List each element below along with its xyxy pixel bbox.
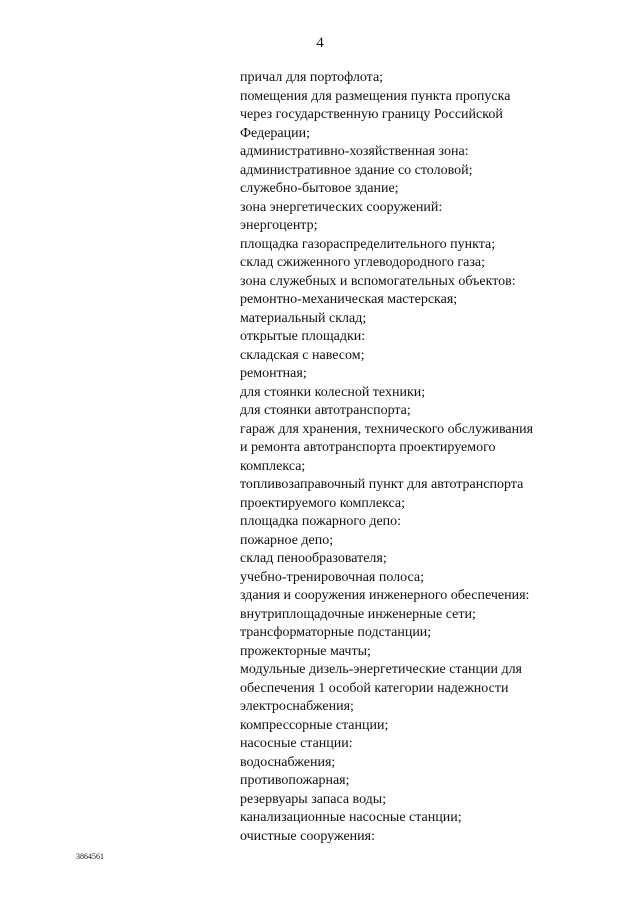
text-line: причал для портофлота; <box>240 70 384 85</box>
text-line: площадка пожарного депо: <box>240 514 402 529</box>
text-line: зона энергетических сооружений: <box>240 199 443 215</box>
text-line: через государственную границу Российской <box>240 107 503 122</box>
text-line: водоснабжения; <box>240 754 336 770</box>
text-line: очистные сооружения: <box>240 828 375 844</box>
text-line: служебно-бытовое здание; <box>240 181 399 196</box>
text-line: пожарное депо; <box>240 532 334 548</box>
text-line: площадка газораспределительного пункта; <box>240 236 496 252</box>
text-line: гараж для хранения, технического обслуживания <box>240 421 534 437</box>
text-line: проектируемого комплекса; <box>240 495 406 511</box>
page-number: 4 <box>316 35 324 51</box>
text-line: топливозаправочный пункт для автотранспорта <box>240 477 524 492</box>
text-line: компрессорные станции; <box>240 717 389 733</box>
text-line: ремонтная; <box>240 366 307 381</box>
text-line: для стоянки автотранспорта; <box>240 403 411 418</box>
text-line: и ремонта автотранспорта проектируемого <box>240 440 496 455</box>
document-id: 3864561 <box>76 852 104 861</box>
text-line: здания и сооружения инженерного обеспечения: <box>240 588 530 603</box>
body-text <box>240 69 570 846</box>
text-line: комплекса; <box>240 458 306 474</box>
text-line: административно-хозяйственная зона: <box>240 144 469 159</box>
text-line: склад пенообразователя; <box>240 551 387 566</box>
text-line: открытые площадки: <box>240 329 366 344</box>
text-line: канализационные насосные станции; <box>240 810 462 825</box>
text-line: энергоцентр; <box>240 218 318 233</box>
text-line: обеспечения 1 особой категории надежности <box>240 680 509 696</box>
text-line: административное здание со столовой; <box>240 162 473 178</box>
text-line: модульные дизель-энергетические станции для <box>240 662 522 677</box>
text-line: электроснабжения; <box>240 699 354 714</box>
text-line: Федерации; <box>240 125 311 141</box>
text-line: резервуары запаса воды; <box>240 791 387 807</box>
text-line: складская с навесом; <box>240 347 365 363</box>
text-line: зона служебных и вспомогательных объектов: <box>240 273 516 289</box>
text-line: материальный склад; <box>240 310 367 326</box>
text-line: противопожарная; <box>240 773 350 788</box>
text-line: помещения для размещения пункта пропуска <box>240 88 511 104</box>
text-line: склад сжиженного углеводородного газа; <box>240 255 485 270</box>
text-line: внутриплощадочные инженерные сети; <box>240 606 476 622</box>
text-line: прожекторные мачты; <box>240 643 371 659</box>
text-line: учебно-тренировочная полоса; <box>240 569 424 585</box>
text-line: трансформаторные подстанции; <box>240 625 432 640</box>
text-line: насосные станции: <box>240 736 353 751</box>
text-line: ремонтно-механическая мастерская; <box>240 292 458 307</box>
text-line: для стоянки колесной техники; <box>240 384 426 400</box>
